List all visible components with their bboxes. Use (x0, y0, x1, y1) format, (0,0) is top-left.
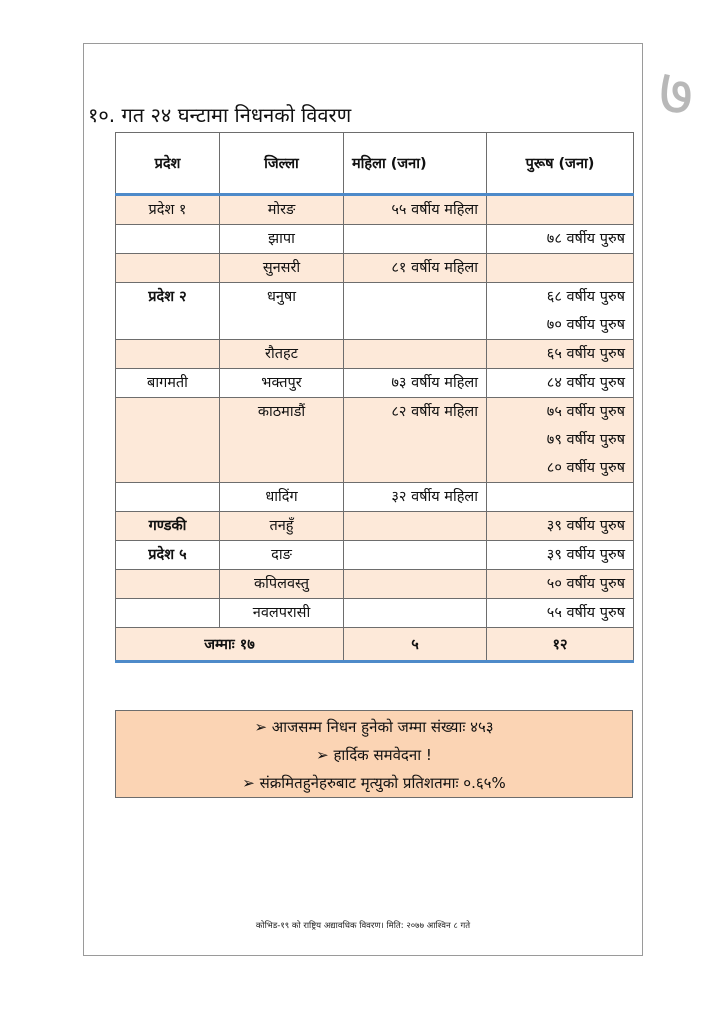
table-row (116, 225, 634, 254)
deaths-table (115, 132, 634, 663)
header-district: जिल्ला (220, 133, 344, 195)
table-row (116, 570, 634, 599)
district-cell: धादिंग (265, 489, 298, 505)
table-total-row (116, 628, 634, 662)
table-row (116, 369, 634, 398)
district-cell: धनुषा (266, 289, 297, 305)
total-male: १२ (487, 628, 634, 662)
page-footer: कोभिड-१९ को राष्ट्रिय अद्यावधिक विवरण। मिति: २०७७ आश्विन ८ गते (255, 921, 471, 931)
table-row (116, 340, 634, 369)
bullet-arrow-icon: ➢ (316, 746, 329, 764)
male-death-entry: ५५ वर्षीय पुरुष (546, 605, 625, 621)
province-cell: प्रदेश २ (148, 289, 187, 305)
header-male: पुरूष (जना) (487, 133, 634, 195)
male-death-entry: ७८ वर्षीय पुरुष (546, 231, 625, 247)
female-death-entry: ८१ वर्षीय महिला (391, 260, 478, 276)
table-row (116, 512, 634, 541)
district-cell: मोरङ (267, 202, 296, 218)
total-female: ५ (344, 628, 487, 662)
district-cell: सुनसरी (262, 260, 301, 276)
female-death-entry: ३२ वर्षीय महिला (391, 489, 478, 505)
male-death-entry: ७९ वर्षीय पुरुष (546, 432, 625, 448)
male-death-entry: ८४ वर्षीय पुरुष (546, 375, 625, 391)
summary-note (116, 713, 632, 741)
province-cell: गण्डकी (148, 518, 187, 534)
table-header-row (116, 133, 634, 195)
table-row (116, 541, 634, 570)
male-death-entry: ३९ वर्षीय पुरुष (546, 547, 625, 563)
province-cell: बागमती (147, 375, 188, 391)
district-cell: भक्तपुर (261, 375, 302, 391)
province-cell: प्रदेश ५ (148, 547, 187, 563)
district-cell: काठमाडौं (257, 404, 306, 420)
summary-note-text: आजसम्म निधन हुनेको जम्मा संख्याः ४५३ (271, 718, 494, 736)
female-death-entry: ५५ वर्षीय महिला (391, 202, 478, 218)
male-death-entry: ५० वर्षीय पुरुष (546, 576, 625, 592)
female-death-entry: ८२ वर्षीय महिला (391, 404, 478, 420)
male-death-entry: ८० वर्षीय पुरुष (546, 460, 625, 476)
male-death-entry: ७५ वर्षीय पुरुष (546, 404, 625, 420)
district-cell: दाङ (271, 547, 292, 563)
section-title: १०. गत २४ घन्टामा निधनको विवरण (88, 103, 352, 127)
total-label: जम्माः १७ (116, 628, 344, 662)
male-death-entry: ६५ वर्षीय पुरुष (546, 346, 625, 362)
table-row (116, 195, 634, 225)
district-cell: रौतहट (265, 346, 298, 362)
header-female: महिला (जना) (344, 133, 487, 195)
summary-box (115, 710, 633, 798)
district-cell: नवलपरासी (252, 605, 311, 621)
bullet-arrow-icon: ➢ (254, 718, 268, 736)
bullet-arrow-icon: ➢ (242, 774, 255, 792)
district-cell: तनहुँ (269, 518, 294, 534)
summary-note-text: हार्दिक समवेदना ! (333, 746, 432, 764)
table-row (116, 483, 634, 512)
summary-note (116, 769, 632, 797)
table-row (116, 283, 634, 340)
summary-note-text: संक्रमितहुनेहरुबाट मृत्युको प्रतिशतमाः ०.६५% (259, 774, 506, 792)
table-row (116, 599, 634, 628)
male-death-entry: ३९ वर्षीय पुरुष (546, 518, 625, 534)
female-death-entry: ७३ वर्षीय महिला (391, 375, 478, 391)
table-row (116, 398, 634, 483)
page-number: ७ (658, 54, 694, 131)
male-death-entry: ६८ वर्षीय पुरुष (546, 289, 625, 305)
table-row (116, 254, 634, 283)
district-cell: कपिलवस्तु (254, 576, 309, 592)
header-province: प्रदेश (116, 133, 220, 195)
male-death-entry: ७० वर्षीय पुरुष (546, 317, 625, 333)
province-cell: प्रदेश १ (148, 202, 187, 218)
district-cell: झापा (268, 231, 295, 247)
summary-note (116, 741, 632, 769)
